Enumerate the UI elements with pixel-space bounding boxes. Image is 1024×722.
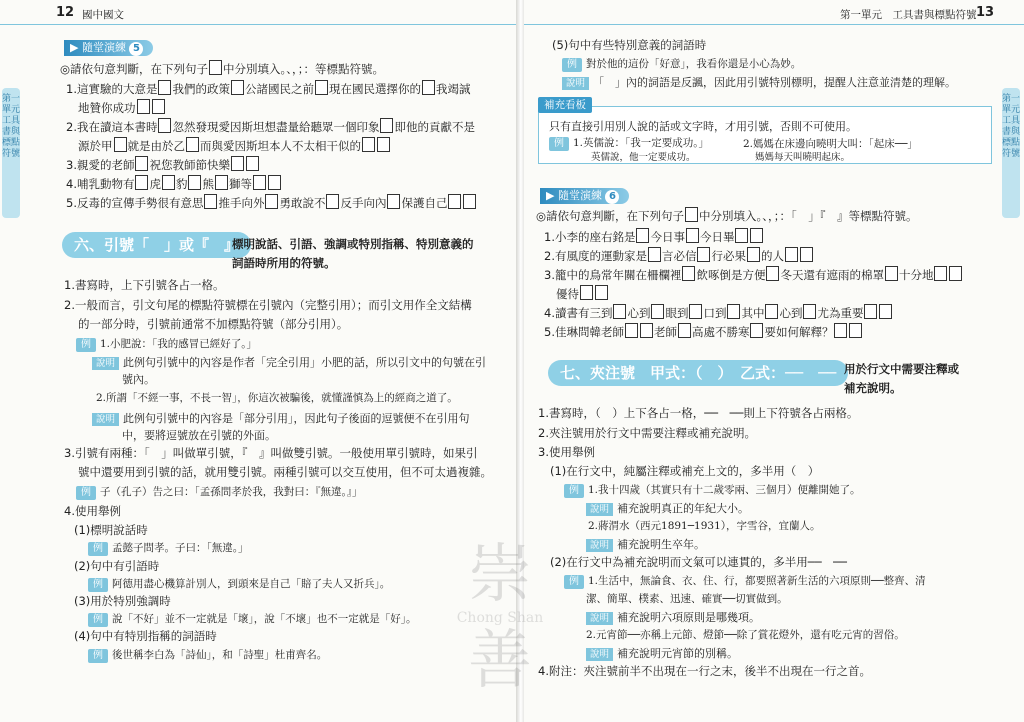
sec6-ex3: 例 子（孔子）告之曰：「孟孫問孝於我，我對曰：『無違。』」 <box>76 484 363 500</box>
practice-item-text: 我竭誠 <box>435 82 471 96</box>
punctuation-blank[interactable] <box>135 175 148 190</box>
sec6-use-1: (1)標明說話時 <box>74 523 148 537</box>
sec7-p3: 3.使用舉例 <box>538 445 595 459</box>
practice-item-text: 就是由於乙 <box>127 139 185 153</box>
punctuation-blank[interactable] <box>422 80 435 95</box>
practice-item-text: 公諸國民之前 <box>244 82 314 96</box>
punctuation-blank[interactable] <box>834 323 847 338</box>
section-6-title: 六、引號「 」或『 』 <box>62 232 251 258</box>
right-page <box>524 0 1024 722</box>
sec6-ex2-sol-b: 中，要將逗號放在引號的外面。 <box>122 429 276 442</box>
practice-item-text: 老師 <box>653 325 677 339</box>
practice-item <box>544 266 963 285</box>
punctuation-blank[interactable] <box>697 247 710 262</box>
practice-item-text: 3.籠中的鳥常年關在柵欄裡 <box>544 268 682 282</box>
practice-5-items <box>66 80 477 213</box>
practice-6-banner: ▶ 隨堂演練 6 <box>540 188 629 204</box>
punctuation-blank[interactable] <box>803 304 816 319</box>
practice-item <box>66 137 477 156</box>
punctuation-blank[interactable] <box>747 247 760 262</box>
sec7-k2-ex1a: 例 1.生活中，無論食、衣、住、行，都要照著新生活的六項原則──整齊、清 <box>564 573 926 589</box>
punctuation-blank[interactable] <box>315 80 328 95</box>
punctuation-blank[interactable] <box>158 80 171 95</box>
punctuation-blank[interactable] <box>682 266 695 281</box>
punctuation-blank[interactable] <box>766 266 779 281</box>
practice-item-text: 2.有風度的運動家是 <box>544 249 647 263</box>
left-page-number: 12 <box>56 5 75 20</box>
practice-item-text: 源於甲 <box>78 139 113 153</box>
supplement-heading: 補充看板 <box>538 97 592 113</box>
sec6-use-2-ex: 例 阿德用盡心機算計別人，到頭來是自己「賠了夫人又折兵」。 <box>88 576 390 592</box>
sec7-p1: 1.書寫時，（ ）上下各占一格，── ──則上下符號各占兩格。 <box>538 406 859 420</box>
publisher-watermark: 崇 Chong Shan 善 <box>456 538 544 698</box>
punctuation-blank[interactable] <box>800 247 813 262</box>
practice-item-text: 今日畢 <box>699 230 735 244</box>
sec6-p3a: 3.引號有兩種：「 」叫做單引號，『 』叫做雙引號。一般使用單引號時，如果引 <box>64 446 478 460</box>
practice-6-instruction: ◎請依句意判斷，在下列句子 中分別填入。、，；：「 」『 』等標點符號。 <box>536 209 918 223</box>
sec7-k1-ex2: 2.蔣渭水（西元1891─1931），字雪谷，宜蘭人。 <box>588 520 821 532</box>
practice-item-text: 勇敢說不 <box>279 196 326 210</box>
punctuation-blank[interactable] <box>387 194 400 209</box>
punctuation-blank[interactable] <box>648 247 661 262</box>
sec6-use-2: (2)句中有引語時 <box>74 559 160 573</box>
practice-item-text: 心到 <box>779 306 803 320</box>
punctuation-blank[interactable] <box>636 228 649 243</box>
punctuation-blank[interactable] <box>864 304 877 319</box>
punctuation-blank[interactable] <box>651 304 664 319</box>
practice-item <box>544 323 963 342</box>
practice-item-text: 5.反毒的宣傳手勢很有意思 <box>66 196 204 210</box>
section-6-desc-1: 標明說話、引語、強調或特別指稱、特別意義的 <box>232 237 474 251</box>
practice-item-text: 高處不勝寒 <box>691 325 750 339</box>
supplement-line-1: 只有直接引用別人說的話或文字時，才用引號，否則不可使用。 <box>549 120 857 133</box>
punctuation-blank[interactable] <box>689 304 702 319</box>
practice-item-text: 4.讀書有三到 <box>544 306 613 320</box>
practice-6-items <box>544 228 963 342</box>
practice-item-text: 1.這實驗的大意是 <box>66 82 158 96</box>
sec6-use-1-ex: 例 孟懿子問孝。子曰：「無違。」 <box>88 540 249 556</box>
practice-item-text: 而與愛因斯坦本人不太相干似的 <box>200 139 361 153</box>
sec6-use-4: (4)句中有特別指稱的詞語時 <box>74 629 217 643</box>
practice-item-text: 反手向內 <box>340 196 387 210</box>
practice-item-text: 地贊你成功 <box>78 101 136 115</box>
punctuation-blank[interactable] <box>204 194 217 209</box>
supplement-ex-1b: 英儒說，他一定要成功。 <box>591 152 696 163</box>
punctuation-blank[interactable] <box>215 175 228 190</box>
practice-item-text: 虎 <box>149 177 161 191</box>
punctuation-blank[interactable] <box>265 194 278 209</box>
sec6-p1: 1.書寫時，上下引號各占一格。 <box>64 278 225 292</box>
practice-item-text: 推手向外 <box>218 196 265 210</box>
sec6-use-4-ex: 例 後世稱李白為「詩仙」，和「詩聖」杜甫齊名。 <box>88 647 327 663</box>
practice-item-text: 眼到 <box>665 306 689 320</box>
left-header <box>0 0 520 25</box>
practice-item-text: 今日事 <box>650 230 685 244</box>
sec6-use-3: (3)用於特別強調時 <box>74 594 171 608</box>
sec6-ex1: 例 1.小肥說：「我的感冒已經好了。」 <box>76 336 257 352</box>
punctuation-blank[interactable] <box>463 194 476 209</box>
punctuation-blank[interactable] <box>625 323 638 338</box>
sec6-use-3-ex: 例 說「不好」並不一定就是「壞」，說「不壞」也不一定就是「好」。 <box>88 611 417 627</box>
punctuation-blank[interactable] <box>162 175 175 190</box>
practice-item-text: 豹 <box>175 177 188 191</box>
supplement-panel <box>538 99 992 164</box>
punctuation-blank[interactable] <box>326 194 339 209</box>
punctuation-blank[interactable] <box>750 228 763 243</box>
punctuation-blank[interactable] <box>686 228 699 243</box>
punctuation-blank[interactable] <box>186 137 199 152</box>
punctuation-blank[interactable] <box>137 99 150 114</box>
punctuation-blank[interactable] <box>849 323 862 338</box>
practice-item-text: 其中 <box>741 306 765 320</box>
practice-item-text: 口到 <box>703 306 727 320</box>
punctuation-blank[interactable] <box>885 266 898 281</box>
practice-item <box>544 304 963 323</box>
sec7-k2-ex1b: 潔、簡單、樸素、迅速、確實──切實做到。 <box>586 593 788 605</box>
practice-item-text: 飲啄倒是方便 <box>696 268 766 282</box>
practice-item-text: 3.親愛的老師 <box>66 158 135 172</box>
punctuation-blank[interactable] <box>135 156 148 171</box>
punctuation-blank[interactable] <box>678 323 691 338</box>
punctuation-blank[interactable] <box>727 304 740 319</box>
sec7-p4: 4.附注：夾注號前半不出現在一行之末，後半不出現在一行之首。 <box>538 664 871 678</box>
sec6-p3b: 號中還要用到引號的話，就用雙引號。兩種引號可以交互使用，但不可太過複雜。 <box>78 465 492 479</box>
sec6-ex1-sol-a: 說明 此例句引號中的內容是作者「完全引用」小肥的話，所以引文中的句號在引 <box>92 354 486 370</box>
use-5-sol: 說明 「 」內的詞語是反諷，因此用引號特別標明，提醒人注意並清楚的理解。 <box>562 74 956 90</box>
sec7-k1: (1)在行文中，純屬注釋或補充上文的，多半用（ ） <box>550 464 820 478</box>
section-6-desc-2: 詞語時所用的符號。 <box>232 256 336 270</box>
sec7-k2-sol2: 說明 補充說明元宵節的別稱。 <box>586 645 738 661</box>
punctuation-blank[interactable] <box>949 266 962 281</box>
punctuation-blank[interactable] <box>114 137 127 152</box>
section-7-desc-2: 補充說明。 <box>844 381 902 395</box>
practice-item <box>66 156 477 175</box>
practice-item-text: 行必果 <box>711 249 746 263</box>
practice-item <box>544 228 963 247</box>
sec6-ex1-sol-b: 號內。 <box>122 373 155 386</box>
practice-item-text: 即他的貢獻不是 <box>394 120 475 134</box>
sec6-p4: 4.使用舉例 <box>64 504 121 518</box>
punctuation-blank[interactable] <box>253 175 266 190</box>
practice-item-text: 獅等 <box>228 177 252 191</box>
practice-item-text: 的人 <box>760 249 784 263</box>
practice-item <box>544 285 963 304</box>
punctuation-blank[interactable] <box>640 323 653 338</box>
punctuation-blank[interactable] <box>595 285 608 300</box>
supplement-ex-2b: 媽媽每天叫曉明起床。 <box>755 152 851 163</box>
punctuation-blank[interactable] <box>362 137 375 152</box>
left-side-tab: 第一單元 工具書與標點符號 <box>2 88 20 218</box>
practice-item-text: 冬天還有遮雨的棉罩 <box>780 268 884 282</box>
use-5-ex: 例 對於他的這份「好意」，我看你還是小心為妙。 <box>562 56 801 72</box>
sec7-k1-ex1: 例 1.我十四歲（其實只有十二歲零兩、三個月）便離開她了。 <box>564 482 861 498</box>
practice-item <box>66 118 477 137</box>
punctuation-blank[interactable] <box>246 156 259 171</box>
sec6-ex2-sol-a: 說明 此例句引號中的內容是「部分引用」，因此句子後面的逗號便不在引用句 <box>92 410 470 426</box>
use-5: (5)句中有些特別意義的詞語時 <box>552 38 707 52</box>
practice-item-text: 4.哺乳動物有 <box>66 177 135 191</box>
practice-item-text: 忽然發現愛因斯坦想盡量給聽眾一個印象 <box>172 120 380 134</box>
section-7-desc-1: 用於行文中需要注釋或 <box>844 362 959 376</box>
practice-item-text: 保護自己 <box>401 196 448 210</box>
punctuation-blank[interactable] <box>188 175 201 190</box>
punctuation-blank[interactable] <box>934 266 947 281</box>
punctuation-blank[interactable] <box>580 285 593 300</box>
sec7-k1-sol1: 說明 補充說明真正的年紀大小。 <box>586 500 749 516</box>
practice-item-text: 言必信 <box>661 249 697 263</box>
punctuation-blank[interactable] <box>377 137 390 152</box>
supplement-ex-1a: 例 1.英儒說：「我一定要成功。」 <box>549 135 709 151</box>
supplement-ex-2a: 2.媽媽在床邊向曉明大叫：「起床──」 <box>743 138 918 150</box>
punctuation-blank[interactable] <box>750 323 763 338</box>
punctuation-blank[interactable] <box>380 118 393 133</box>
punctuation-blank[interactable] <box>735 228 748 243</box>
practice-item <box>66 175 477 194</box>
right-side-tab: 第一單元 工具書與標點符號 <box>1002 88 1020 218</box>
section-7-title: 七、夾注號 甲式：（ ） 乙式：── ── <box>548 360 848 386</box>
sec6-p2a: 2.一般而言，引文句尾的標點符號標在引號內（完整引用）；而引文用作全文結構 <box>64 298 472 312</box>
practice-item-text: 要如何解釋？ <box>764 325 834 339</box>
practice-item-text: 十分地 <box>898 268 934 282</box>
punctuation-blank[interactable] <box>152 99 165 114</box>
practice-item-text: 祝您教師節快樂 <box>149 158 230 172</box>
punctuation-blank[interactable] <box>231 156 244 171</box>
sec7-k1-sol2: 說明 補充說明生卒年。 <box>586 536 705 552</box>
practice-item-text: 現在國民選擇你的 <box>328 82 421 96</box>
left-running-head: 國中國文 <box>82 9 124 21</box>
punctuation-blank[interactable] <box>231 80 244 95</box>
sec7-k2-ex2: 2.元宵節──亦稱上元節、燈節──除了賞花燈外，還有吃元宵的習俗。 <box>586 629 905 641</box>
practice-item-text: 優待 <box>556 287 579 301</box>
practice-item-text: 2.我在讀這本書時 <box>66 120 158 134</box>
practice-item <box>66 99 477 118</box>
sec7-p2: 2.夾注號用於行文中需要注釋或補充說明。 <box>538 426 756 440</box>
punctuation-blank[interactable] <box>158 118 171 133</box>
practice-5-instruction: ◎請依句意判斷，在下列句子 中分別填入。、，；：等標點符號。 <box>60 62 385 76</box>
punctuation-blank[interactable] <box>765 304 778 319</box>
practice-item-text: 熊 <box>202 177 214 191</box>
sec6-ex2: 2.所謂「不經一事，不長一智」，你這次被騙後，就懂謹慎為上的經商之道了。 <box>96 392 458 404</box>
practice-item-text: 1.小李的座右銘是 <box>544 230 636 244</box>
practice-item-text: 我們的政策 <box>172 82 230 96</box>
punctuation-blank[interactable] <box>879 304 892 319</box>
punctuation-blank[interactable] <box>268 175 281 190</box>
sec7-k2-sol1: 說明 補充說明六項原則是哪幾項。 <box>586 609 760 625</box>
practice-item <box>544 247 963 266</box>
practice-item <box>66 80 477 99</box>
practice-item <box>66 194 477 213</box>
practice-item-text: 尤為重要 <box>817 306 864 320</box>
right-running-head: 第一單元 工具書與標點符號 <box>840 9 977 21</box>
punctuation-blank[interactable] <box>448 194 461 209</box>
sec7-k2: (2)在行文中為補充說明而文氣可以連貫的，多半用── ── <box>550 555 847 569</box>
punctuation-blank[interactable] <box>613 304 626 319</box>
practice-item-text: 心到 <box>627 306 651 320</box>
practice-item-text: 5.佳琳問韓老師 <box>544 325 624 339</box>
punctuation-blank[interactable] <box>785 247 798 262</box>
right-page-number: 13 <box>976 5 995 20</box>
sec6-p2b: 的一部分時，引號前通常不加標點符號（部分引用）。 <box>78 317 349 331</box>
practice-5-banner: ▶ 隨堂演練 5 <box>64 40 153 56</box>
